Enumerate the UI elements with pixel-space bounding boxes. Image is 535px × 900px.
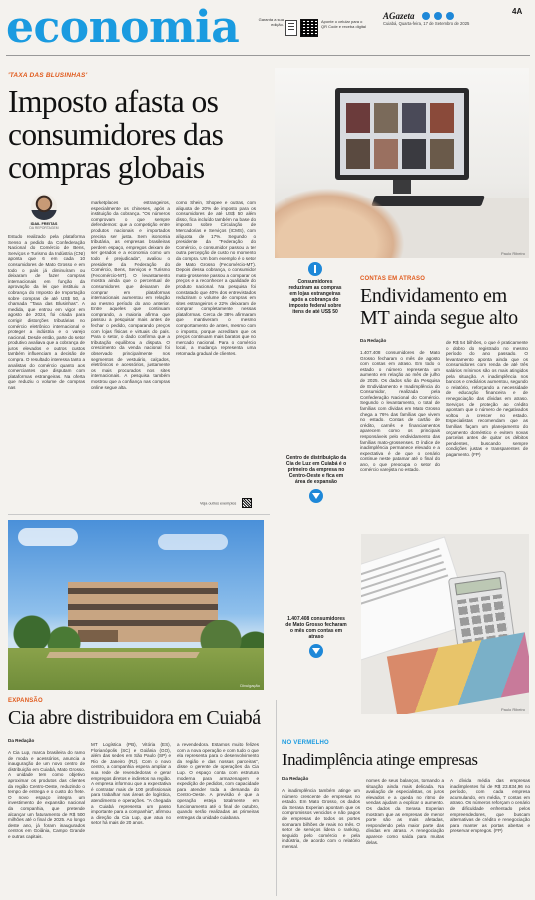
edition-promo: Garanta a sua edição.: [258, 17, 284, 27]
story4-kicker: NO VERMELHO: [282, 740, 329, 746]
callout-1: Consumidores reduziram as compras em lojas estrangeiras após a cobrança do imposto federal sobre itens de até US$ 50: [286, 262, 344, 315]
callout-2: Centro de distribuição da Cia de Luz em Cuiabá é o primeiro da empresa no Centro-Oeste e fica em área de expansão: [283, 455, 349, 503]
photo-finance-bills: [361, 534, 529, 714]
lead-body-col3: como Shein, Shopee e outras, com aliquota de 20% de imposto para os consumidores de até US$ 50 além disso, fica incluído também na base do imposto sobre Circulação de Mercadorias e Serviços (ICMS), com alíquota de 17%. Segundo o presidente da "Federação do Comércio, o consumidor passou a ter outra percepção de custo no momento da compra. Um bom exemplo é o setor de Mato Grosso (Fecomércio-MT). Depois dessa cobrança, o consumidor mato-grossense passou a comparar os preços e a reconhecer a qualidade do produto nacional. Na pesquisa foi constatado que 40% dos entrevistados reduziram o volume de compras em sites estrangeiros e 22% deixaram de comprar completamente nessas plataformas. Cerca de 38% afirmaram que mantiveram o mesmo comportamento de antes, mesmo com o imposto, porque acreditam que os preços continuam mais baratos que no mercado nacional. Para o comércio local, a mudança representa uma retomada gradual de clientes.: [176, 200, 256, 357]
monitor: [335, 88, 469, 180]
page-number: 4A: [512, 7, 523, 16]
newspaper-icon: [285, 20, 297, 36]
callout-3: 1.407.408 consumidores de Mato Grosso fecharam o mês com contas em atraso: [285, 616, 347, 658]
lead-body-col2: marketplaces estrangeiros, especialmente os chineses, após a instituição da cobrança. "Os números comprovam o que sempre defendemos: que a competição entre produtos nacionais e importados precisa ser justa. Sem isonomia tributária, as empresas brasileiras perdem espaço, empregos deixam de ser gerados e a economia como um todo é prejudicada", avaliou o presidente da Federação do Comércio, Bens, Serviços e Turismo (Fecomércio-MT). O levantamento mostra ainda que o percentual de consumidores que deixaram de comprar em plataformas internacionais aumentou em relação ao mesmo período do ano anterior. Entre aqueles que continuam comprando, a maioria afirma que passou a pesquisar mais antes de fechar o pedido, comparando preços com lojas físicas e virtuais do país. Para o setor, o dado confirma que a tributação equilibrou a disputa. O crescimento da venda nacional foi observado principalmente nos segmentos de vestuário, calçados, eletrônicos e acessórios, justamente os mais procurados nos sites internacionais. A pesquisa também mostrou que a confiança nas compras online segue alta.: [91, 200, 170, 390]
story2-headline: Endividamento em MT ainda segue alto: [360, 285, 518, 329]
banknotes: [387, 632, 529, 714]
lead-headline: Imposto afasta os consumidores das compras globais: [8, 84, 224, 185]
photo-computer-shopping: [275, 68, 529, 258]
story3-byline: Da Redação: [8, 738, 35, 743]
story2-byline: Da Redação: [360, 338, 387, 343]
logo-dot-3: [446, 12, 454, 20]
arrow-down-icon: [309, 489, 323, 503]
masthead: [0, 0, 535, 56]
logo-dot-2: [434, 12, 442, 20]
story3-headline: Cia abre distribuidora em Cuiabá: [8, 707, 261, 729]
arm: [275, 188, 405, 258]
logo-dot-1: [422, 12, 430, 20]
story3-body-col2: MT Logística (PB), Vitória (ES), Florianópolis (SC) e Goiânia (GO), além das sedes em São Paulo (SP) e Rio de Janeiro (RJ). Com o novo centro, a companhia espera ampliar a sua rede de revendedoras e gerar empregos diretos e indiretos na região. A empresa informou que a expectativa é contratar mais de 100 profissionais para trabalhar nas áreas de logística, atendimento e operações. "A chegada a Cuiabá representa um passo importante para a companhia", afirmou a direção da Cia Lup, que atua no setor há mais de 20 anos.: [91, 742, 171, 826]
photo2-credit: Divulgação: [240, 683, 260, 688]
story4-body-col1: A inadimplência também atinge um número crescente de empresas no estado. Em Mato Grosso, os dados da Serasa Experian apontam que os compromissos vencidos e não pagos de empresas de todos os portes somaram bilhões de reais no mês. O setor de serviços lidera o ranking, seguido pelo comércio e pela indústria, de acordo com o relatório mensal.: [282, 788, 360, 849]
story2-kicker: CONTAS EM ATRASO: [360, 276, 426, 282]
story3-body-col3: a revendedora. Estamos muito felizes com a nova operação e com tudo o que ela representa para o desenvolvimento da região e das nossas parceiras", disse o gerente de operações da Cia Lup. O espaço conta com estrutura moderna para armazenagem e expedição de pedidos, com capacidade para atender toda a demanda do Centro-Oeste. A previsão é que a operação esteja totalmente em funcionamento até o final de outubro, quando serão realizadas as primeiras entregas da unidade cuiabana.: [177, 742, 259, 820]
story2-body-col1: 1.407.408 consumidores de Mato Grosso fecharam o mês de agosto com contas em atraso. Em todo o estado o número representa um aumento em relação ao mês de julho de 2025. Os dados são da Pesquisa de Endividamento e Inadimplência do Consumidor, realizada pela Confederação Nacional do Comércio. Segundo o levantamento, o total de famílias com dívidas em Mato Grosso chega a 76% das famílias que vivem no estado. Contas de cartão de crédito, carnês e financiamentos aparecem como os principais responsáveis pelo endividamento das famílias mato-grossenses. O índice de inadimplência permanece elevado e a expectativa é de que o cenário continue neste patamar até o final do ano, o que preocupa o setor do comércio varejista no estado.: [360, 350, 440, 473]
arrow-down-icon: [309, 644, 323, 658]
story3-body-col1: A Cia Lup, marca brasileira do ramo de moda e acessórios, anuncia a inauguração de um novo centro de distribuição em Cuiabá, Mato Grosso. A unidade tem como objetivo aproximar os produtos das clientes da região Centro-Oeste, reduzindo o tempo de entrega e o custo do frete. O novo espaço integra um investimento de expansão nacional da companhia, que pretende alcançar um faturamento de R$ 500 milhões até o final de 2025. Ao longo deste ano, já foram inaugurados centros em Goiânia, Campo Grande e outras capitais.: [8, 750, 85, 839]
lead-body-col1: Estudo realizado pela plataforma Senso a pedido da Confederação Nacional do Comércio de Bens, Serviços e Turismo da Indústria (CNI) aponta que 6 em cada 10 consumidores de Mato Grosso e em todo o país já diminuíram ou deixaram de fazer compras internacionais em função da aprovação da lei que instituiu a cobrança do Imposto de Importação sobre compras de até US$ 50, a chamada "Taxa das Blusinhas". A medida, que entrou em vigor em agosto de 2024, foi criada para corrigir distorções tributárias no comércio eletrônico internacional e proteger a indústria e o varejo nacional. Desde então, parte do setor produtivo avaliava que a cobrança de juros elevados e outros custos também influenciam a decisão de compra. O resultado interessa tanto a analistas do comércio quanto aos comerciantes que disputam com plataformas estrangeiras. Na oferta que reduziu o volume de compras nas: [8, 234, 85, 391]
story4-headline: Inadimplência atinge empresas: [282, 750, 478, 769]
photo1-credit: Paulo Ribeiro: [500, 251, 525, 256]
qr-code-small-icon[interactable]: [242, 498, 252, 508]
avatar: [31, 194, 57, 220]
story4-body-col3: A dívida média das empresas inadimplentes foi de R$ 23.834,96 no período, com cada empresa acumulando, em média, 7 contas em atraso. Os números reforçam o cenário de dificuldade enfrentado pelos empreendedores, que buscam alternativas de crédito e renegociação para manter as portas abertas e preservar empregos. (FP): [450, 778, 530, 834]
qr-code-icon[interactable]: [300, 19, 318, 37]
story3-kicker: EXPANSÃO: [8, 698, 43, 704]
author-box: IDAIL FREITAS DA REPORTAGEM: [24, 194, 64, 230]
issue-date: Cuiabá, Quarta-feira, 17 de Setembro de 2025: [383, 21, 470, 26]
story2-body-col2: de R$ 54 bilhões, o que é praticamente o dobro do registrado no mesmo período do ano passado. O levantamento aponta ainda que os consumidores com renda de até três salários mínimos são os mais atingidos pela situação. A inadimplência nos bancos e crediários aumentou, segundo o relatório, reforçando a necessidade de educação financeira e de renegociação das dívidas em atraso. Serviços de proteção ao crédito apontam que o número de negativados voltou a crescer no estado. Especialistas recomendam que as famílias façam um planejamento do orçamento doméstico e evitem novas parcelas antes de quitar os débitos pendentes, buscando sempre condições justas e transparentes de pagamento. (FP): [446, 340, 528, 457]
story4-body-col2: nomes de seus balanços, tornando a situação ainda mais delicada. Na avaliação de especialistas, os juros elevados e a queda no ritmo de vendas ajudam a explicar o aumento. Os dados da Serasa Experian mostram que as empresas de menor porte são as mais afetadas, respondendo pela maior parte das dívidas em atraso. A renegociação aparece como saída para muitas delas.: [366, 778, 444, 845]
photo3-credit: Paulo Ribeiro: [500, 707, 525, 712]
info-icon: [308, 262, 322, 276]
lead-footer: Veja outros exemplos: [200, 494, 262, 506]
story4-byline: Da Redação: [282, 776, 309, 781]
paper-logo: AGazeta: [383, 6, 503, 18]
lead-kicker: 'TAXA DAS BLUSINHAS': [8, 72, 88, 79]
qr-promo: Aponte o celular para o QR Code e receba digital: [321, 19, 366, 29]
photo-distribution-center: [8, 520, 264, 690]
section-title: economia: [6, 2, 240, 53]
